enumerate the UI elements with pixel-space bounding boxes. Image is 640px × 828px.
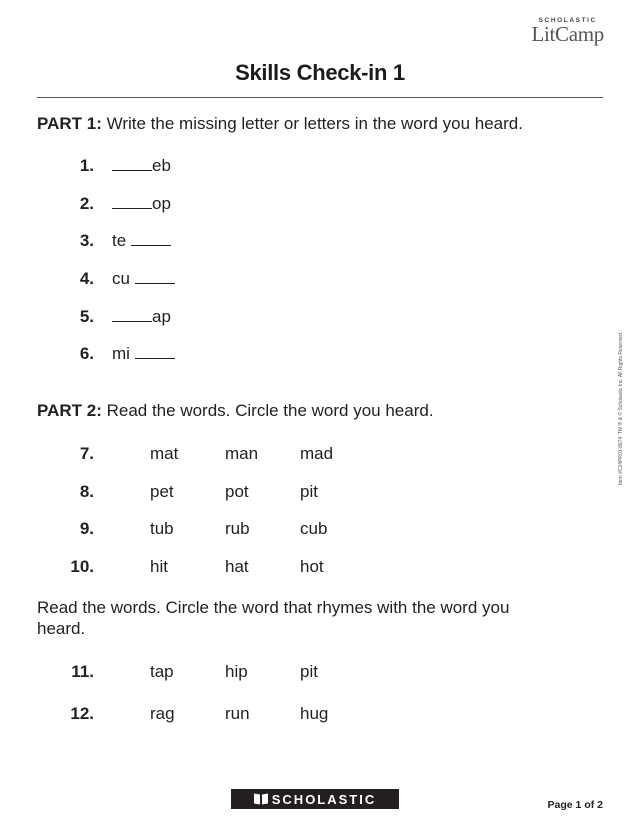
word-suffix: ap [152,307,171,326]
list-item [0,444,640,468]
word-choice: mad [300,444,334,463]
answer-blank [135,344,175,359]
word-prefix: te [112,231,131,250]
list-item [0,704,640,728]
answer-line [112,194,171,214]
part1-instruction: Write the missing letter or letters in the word you heard. [106,114,523,133]
answer-blank [112,156,152,171]
item-number: 9. [79,519,94,538]
list-item [0,194,640,218]
item-number: 1. [79,156,94,175]
item-number: 8. [79,482,94,501]
word-choice: run [225,704,250,723]
word-choice: mat [150,444,179,463]
item-number: 2. [79,194,94,213]
part2-instruction: Read the words. Circle the word you heard. [106,401,434,420]
part2-heading [37,401,434,421]
word-choice: hit [150,557,168,576]
item-number: 6. [79,344,94,363]
answer-line [112,344,175,364]
word-choice: rub [225,519,250,538]
answer-blank [112,194,152,209]
footer-logo-text: SCHOLASTIC [271,791,377,807]
copyright-note: Item #C24PR01-8674. TM ® & © Scholastic Inc. All Rights Reserved. [618,331,624,485]
word-choice: pot [225,482,249,501]
answer-line [112,269,175,289]
list-item [0,557,640,581]
list-item [0,482,640,506]
part1-label: PART 1: [37,114,102,133]
word-prefix: mi [112,344,135,363]
word-prefix: cu [112,269,135,288]
word-choice: cub [300,519,328,538]
word-choice: rag [150,704,175,723]
list-item [0,662,640,686]
list-item [0,307,640,331]
word-choice: pit [300,662,318,681]
item-number: 5. [79,307,94,326]
word-choice: hot [300,557,324,576]
open-book-icon [254,794,268,804]
logo-name: LitCamp [531,22,604,46]
list-item [0,519,640,543]
word-choice: hug [300,704,329,723]
answer-blank [112,307,152,322]
scholastic-footer-logo [231,789,399,809]
answer-line [112,156,171,176]
item-number: 10. [70,557,94,576]
list-item [0,344,640,368]
answer-blank [135,269,175,284]
answer-line [112,231,171,251]
word-suffix: eb [152,156,171,175]
word-choice: tub [150,519,174,538]
word-choice: man [225,444,259,463]
logo-publisher: SCHOLASTIC [538,17,597,24]
word-suffix: op [152,194,171,213]
page-number: Page 1 of 2 [547,799,603,811]
list-item [0,269,640,293]
part2-label: PART 2: [37,401,102,420]
word-choice: pit [300,482,318,501]
answer-blank [131,231,171,246]
item-number: 3. [79,231,94,250]
part1-heading [37,114,523,134]
list-item [0,231,640,255]
item-number: 12. [70,704,94,723]
item-number: 4. [79,269,94,288]
word-choice: hat [225,557,249,576]
word-choice: hip [225,662,248,681]
rhyme-instruction: Read the words. Circle the word that rhymes with the word you heard. [37,598,510,638]
item-number: 7. [79,444,94,463]
litcamp-logo [531,17,604,44]
item-number: 11. [71,662,94,681]
answer-line [112,307,171,327]
title-divider [37,97,603,98]
page-title: Skills Check-in 1 [235,60,405,85]
word-choice: tap [150,662,174,681]
word-choice: pet [150,482,174,501]
list-item [0,156,640,180]
